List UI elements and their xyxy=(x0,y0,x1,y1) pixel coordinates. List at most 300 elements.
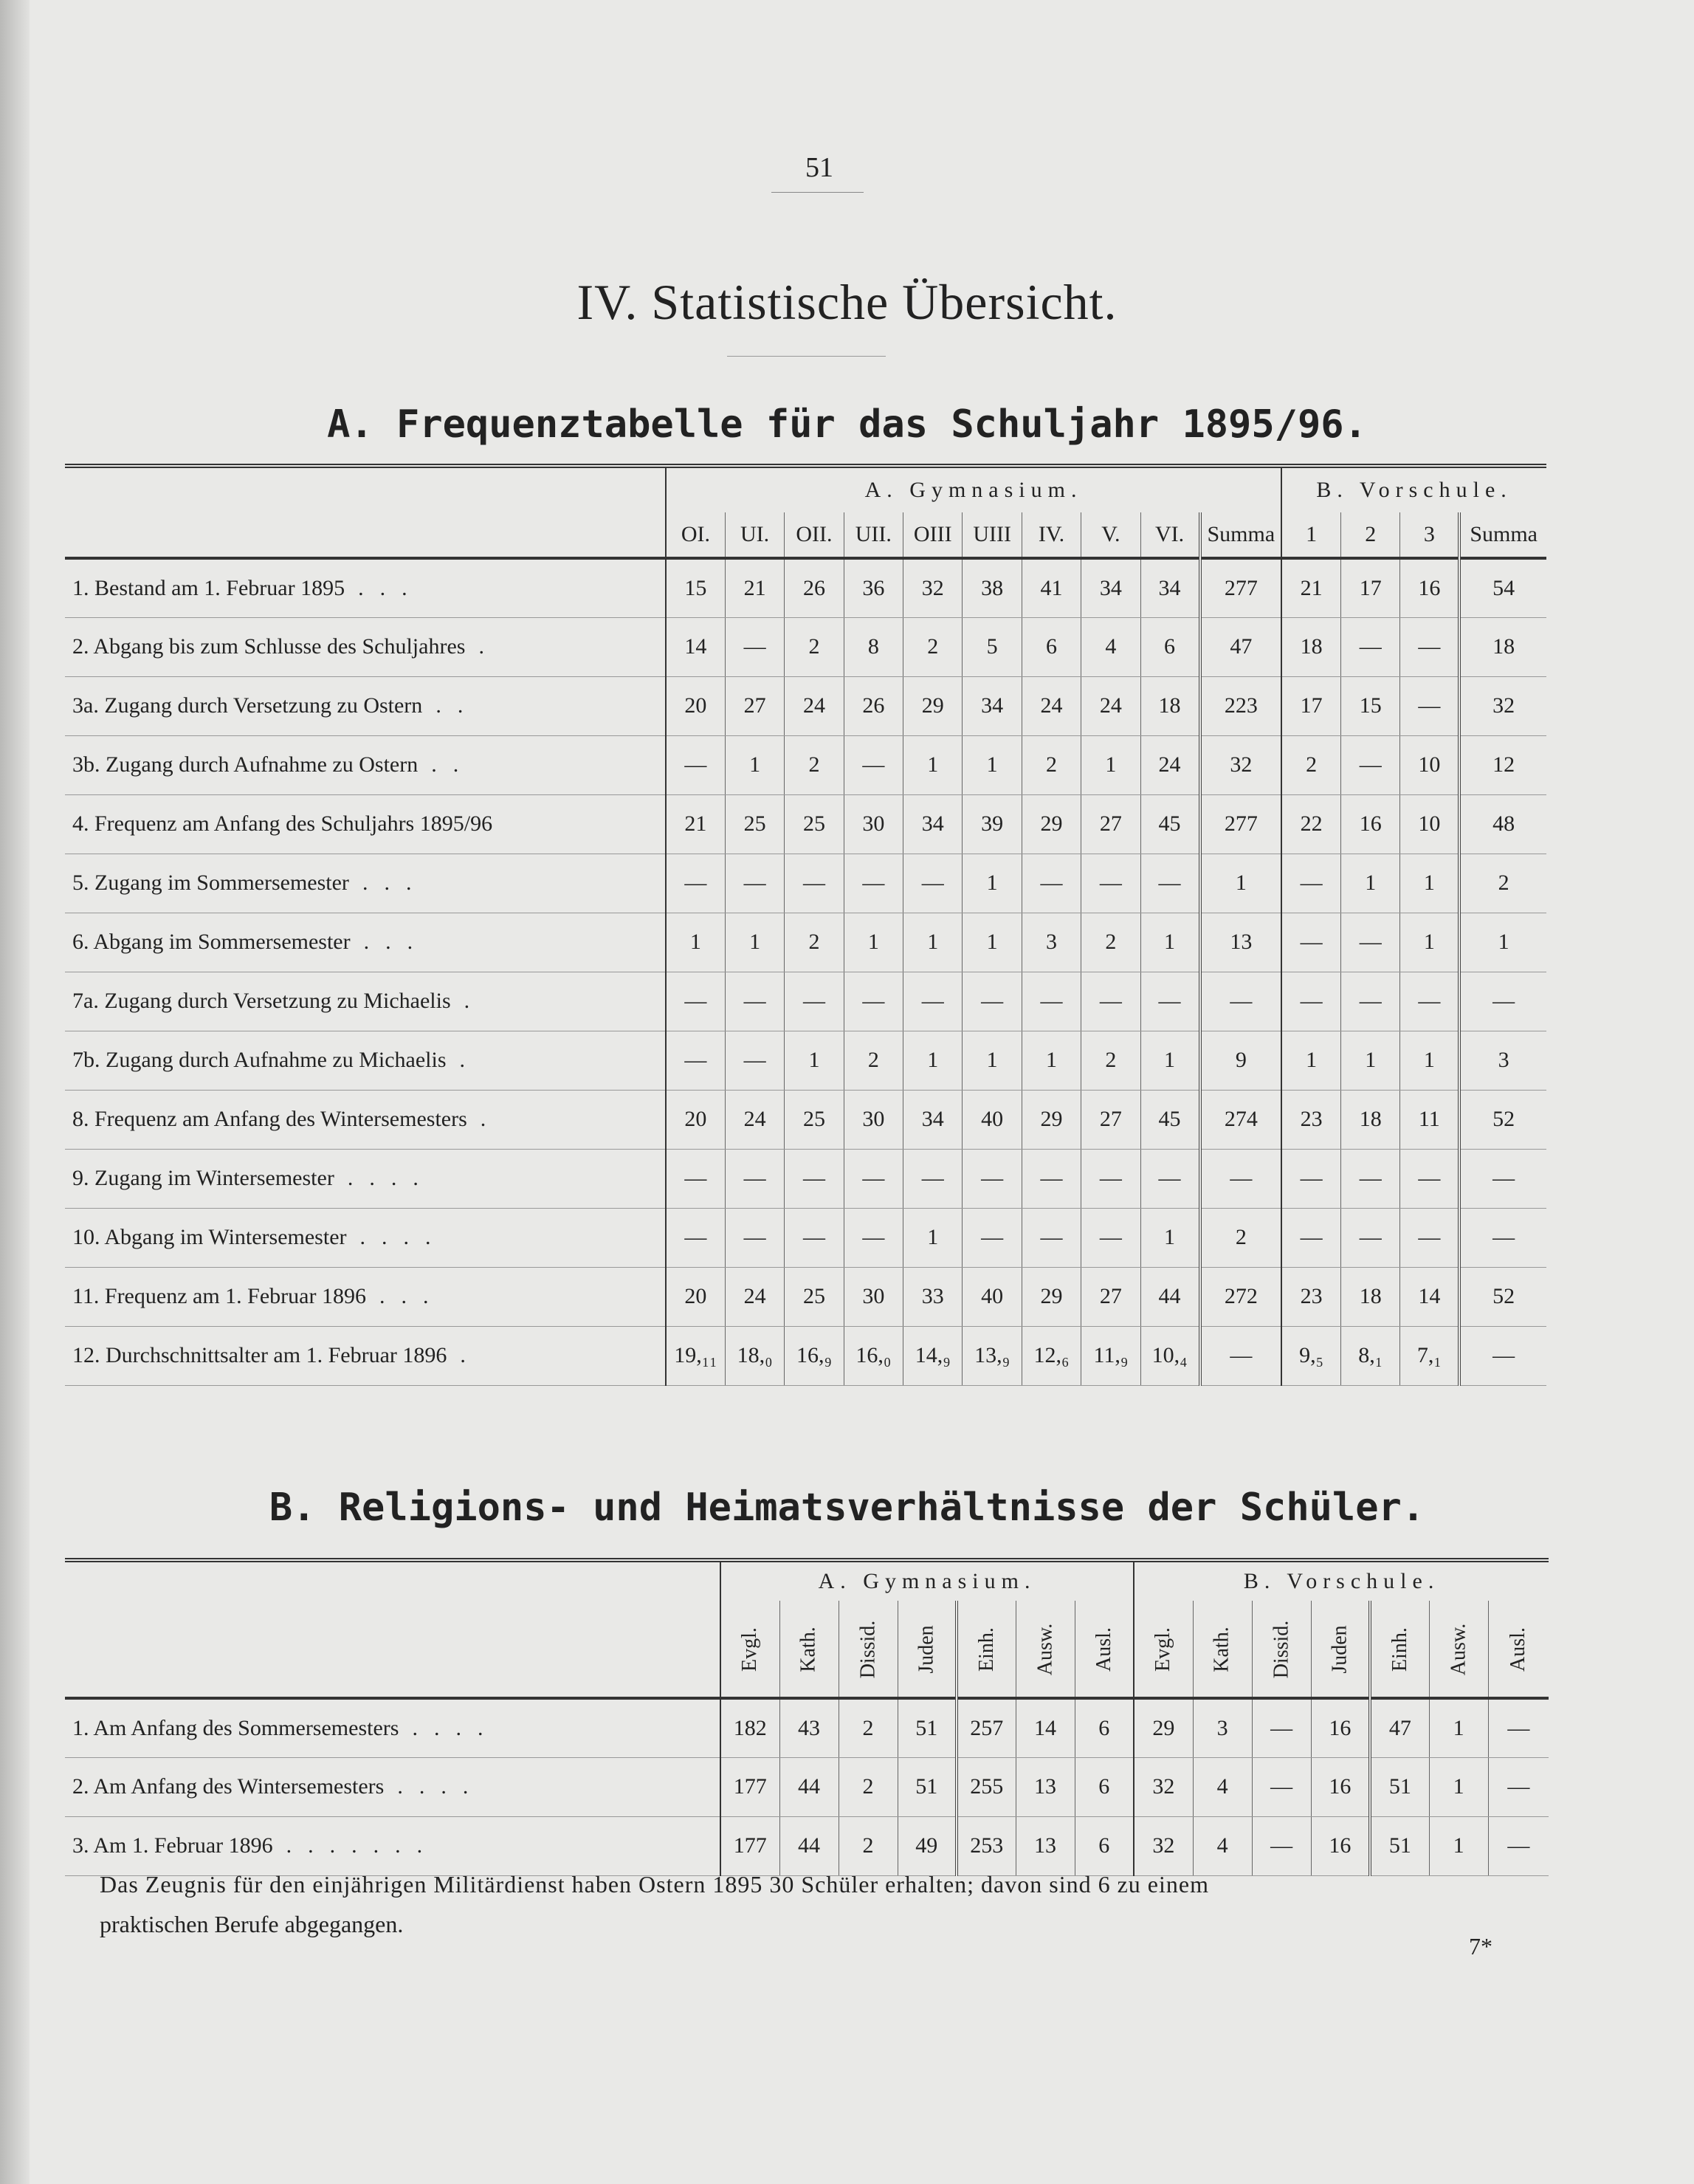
table-cell: 1 xyxy=(1400,1031,1459,1090)
table-cell: 51 xyxy=(898,1698,957,1757)
col-header: Einh. xyxy=(957,1601,1016,1698)
col-header: Einh. xyxy=(1370,1601,1429,1698)
col-header: OIII xyxy=(903,512,963,558)
table-cell: 34 xyxy=(903,1090,963,1149)
table-cell: 1 xyxy=(725,735,784,794)
col-header: Evgl. xyxy=(1134,1601,1193,1698)
table-cell: — xyxy=(844,1149,903,1208)
table-cell: 34 xyxy=(963,676,1022,735)
table-cell: — xyxy=(903,1149,963,1208)
table-cell: — xyxy=(1281,854,1340,913)
col-header: UI. xyxy=(725,512,784,558)
table-cell: — xyxy=(666,854,725,913)
group-gymnasium: A. Gymnasium. xyxy=(666,466,1281,512)
table-cell: 29 xyxy=(1022,1267,1081,1326)
table-cell: — xyxy=(1459,1326,1546,1385)
table-cell: — xyxy=(1400,1208,1459,1267)
table-cell: 29 xyxy=(1022,1090,1081,1149)
table-cell: 1 xyxy=(1140,913,1199,972)
table-cell: 9,₅ xyxy=(1281,1326,1340,1385)
table-cell: — xyxy=(1281,913,1340,972)
table-cell: 1 xyxy=(1022,1031,1081,1090)
table-cell: 52 xyxy=(1459,1267,1546,1326)
table-cell: 16 xyxy=(1311,1698,1370,1757)
table-cell: 9 xyxy=(1200,1031,1282,1090)
table-cell: 1 xyxy=(844,913,903,972)
page-title: IV. Statistische Übersicht. xyxy=(576,274,1118,330)
table-cell: 38 xyxy=(963,558,1022,617)
table-cell: 1 xyxy=(903,1031,963,1090)
table-cell: 24 xyxy=(1022,676,1081,735)
row-label: 4. Frequenz am Anfang des Schuljahrs 1895/96 xyxy=(65,794,666,854)
table-cell: 18 xyxy=(1140,676,1199,735)
table-cell: 2 xyxy=(1081,913,1140,972)
table-cell: 277 xyxy=(1200,794,1282,854)
table-cell: 34 xyxy=(903,794,963,854)
table-cell: — xyxy=(666,1208,725,1267)
table-cell: 1 xyxy=(1400,854,1459,913)
table-cell: — xyxy=(725,854,784,913)
table-cell: 45 xyxy=(1140,794,1199,854)
signature-mark: 7* xyxy=(1469,1933,1492,1960)
col-header: Ausl. xyxy=(1488,1601,1549,1698)
table-row xyxy=(65,558,1546,617)
group-vorschule: B. Vorschule. xyxy=(1134,1560,1549,1601)
table-cell: — xyxy=(903,972,963,1031)
table-cell: 1 xyxy=(1429,1698,1488,1757)
table-cell: — xyxy=(844,972,903,1031)
table-cell: 6 xyxy=(1022,617,1081,676)
table-cell: — xyxy=(1022,1208,1081,1267)
table-cell: 24 xyxy=(785,676,844,735)
row-label: 1. Bestand am 1. Februar 1895 ... xyxy=(65,558,666,617)
table-cell: 44 xyxy=(779,1757,839,1816)
table-cell: 13 xyxy=(1016,1816,1075,1875)
table-row xyxy=(65,1031,1546,1090)
table-cell: — xyxy=(666,735,725,794)
table-cell: 16 xyxy=(1341,794,1400,854)
table-cell: 2 xyxy=(1022,735,1081,794)
table-cell: 4 xyxy=(1193,1757,1252,1816)
table-cell: 1 xyxy=(963,1031,1022,1090)
table-cell: 33 xyxy=(903,1267,963,1326)
table-cell: 40 xyxy=(963,1267,1022,1326)
table-cell: 29 xyxy=(1134,1698,1193,1757)
table-cell: 47 xyxy=(1370,1698,1429,1757)
table-row xyxy=(65,854,1546,913)
table-cell: 20 xyxy=(666,1090,725,1149)
table-cell: 6 xyxy=(1075,1698,1134,1757)
note-text: Das Zeugnis für den einjährigen Militärdienst haben Ostern 1895 30 Schüler erhalten; davon sind 6 zu einem xyxy=(100,1871,1209,1898)
table-cell: 3 xyxy=(1022,913,1081,972)
corner-cell xyxy=(65,466,666,512)
col-header: Evgl. xyxy=(720,1601,779,1698)
table-cell: 10,₄ xyxy=(1140,1326,1199,1385)
table-cell: 18 xyxy=(1341,1267,1400,1326)
table-cell: 30 xyxy=(844,1267,903,1326)
table-cell: 1 xyxy=(963,913,1022,972)
table-cell: 3 xyxy=(1459,1031,1546,1090)
page-number-rule xyxy=(771,192,864,193)
table-cell: 40 xyxy=(963,1090,1022,1149)
table-cell: 274 xyxy=(1200,1090,1282,1149)
table-cell: — xyxy=(1081,854,1140,913)
table-cell: 13 xyxy=(1016,1757,1075,1816)
table-cell: — xyxy=(1341,1208,1400,1267)
table-cell: 1 xyxy=(963,735,1022,794)
table-cell: — xyxy=(1281,1149,1340,1208)
table-row xyxy=(65,1698,1549,1757)
table-cell: 49 xyxy=(898,1816,957,1875)
table-cell: 182 xyxy=(720,1698,779,1757)
table-cell: 1 xyxy=(1429,1757,1488,1816)
table-cell: — xyxy=(1252,1816,1311,1875)
table-cell: 20 xyxy=(666,676,725,735)
table-cell: — xyxy=(1341,972,1400,1031)
col-header: 2 xyxy=(1341,512,1400,558)
table-cell: — xyxy=(844,854,903,913)
table-cell: 1 xyxy=(666,913,725,972)
table-cell: — xyxy=(1400,617,1459,676)
row-label: 2. Am Anfang des Wintersemesters .... xyxy=(65,1757,720,1816)
table-cell: 43 xyxy=(779,1698,839,1757)
table-cell: 14 xyxy=(1400,1267,1459,1326)
table-cell: 1 xyxy=(1429,1816,1488,1875)
table-cell: 24 xyxy=(725,1090,784,1149)
table-cell: 18 xyxy=(1281,617,1340,676)
table-cell: 1 xyxy=(903,1208,963,1267)
table-cell: 51 xyxy=(898,1757,957,1816)
table-cell: 21 xyxy=(666,794,725,854)
col-header: IV. xyxy=(1022,512,1081,558)
col-header: 1 xyxy=(1281,512,1340,558)
table-cell: 41 xyxy=(1022,558,1081,617)
table-cell: 16,₉ xyxy=(785,1326,844,1385)
table-cell: — xyxy=(844,735,903,794)
table-cell: — xyxy=(1281,1208,1340,1267)
table-cell: 4 xyxy=(1193,1816,1252,1875)
row-label: 12. Durchschnittsalter am 1. Februar 1896 . xyxy=(65,1326,666,1385)
col-header: Ausw. xyxy=(1429,1601,1488,1698)
table-cell: 2 xyxy=(785,913,844,972)
table-row xyxy=(65,1326,1546,1385)
table-cell: 23 xyxy=(1281,1090,1340,1149)
table-cell: 32 xyxy=(1459,676,1546,735)
row-label: 11. Frequenz am 1. Februar 1896 ... xyxy=(65,1267,666,1326)
table-cell: 29 xyxy=(1022,794,1081,854)
table-cell: 14 xyxy=(666,617,725,676)
table-cell: — xyxy=(1341,1149,1400,1208)
row-label: 3a. Zugang durch Versetzung zu Ostern .. xyxy=(65,676,666,735)
table-cell: — xyxy=(666,1031,725,1090)
table-cell: 16 xyxy=(1311,1757,1370,1816)
table-cell: 44 xyxy=(1140,1267,1199,1326)
table-cell: — xyxy=(1281,972,1340,1031)
table-cell: 24 xyxy=(725,1267,784,1326)
table-row xyxy=(65,735,1546,794)
table-cell: — xyxy=(725,1208,784,1267)
table-cell: 272 xyxy=(1200,1267,1282,1326)
table-row xyxy=(65,1267,1546,1326)
table-cell: 52 xyxy=(1459,1090,1546,1149)
row-label: 6. Abgang im Sommersemester ... xyxy=(65,913,666,972)
table-cell: 177 xyxy=(720,1816,779,1875)
table-cell: 16,₀ xyxy=(844,1326,903,1385)
table-cell: 255 xyxy=(957,1757,1016,1816)
table-row xyxy=(65,972,1546,1031)
table-cell: — xyxy=(1459,1208,1546,1267)
table-cell: 13,₉ xyxy=(963,1326,1022,1385)
table-cell: 51 xyxy=(1370,1816,1429,1875)
table-cell: — xyxy=(1252,1698,1311,1757)
table-cell: 2 xyxy=(839,1757,898,1816)
table-cell: 12 xyxy=(1459,735,1546,794)
table-cell: 2 xyxy=(785,617,844,676)
table-cell: 19,₁₁ xyxy=(666,1326,725,1385)
table-cell: — xyxy=(1400,1149,1459,1208)
table-cell: 23 xyxy=(1281,1267,1340,1326)
table-cell: 2 xyxy=(903,617,963,676)
col-header: UII. xyxy=(844,512,903,558)
table-cell: 1 xyxy=(903,913,963,972)
table-cell: 257 xyxy=(957,1698,1016,1757)
table-cell: 20 xyxy=(666,1267,725,1326)
table-row xyxy=(65,1149,1546,1208)
table-cell: 32 xyxy=(1200,735,1282,794)
table-cell: — xyxy=(1341,913,1400,972)
col-header: Kath. xyxy=(779,1601,839,1698)
table-cell: 27 xyxy=(1081,794,1140,854)
table-cell: 14 xyxy=(1016,1698,1075,1757)
page-number: 51 xyxy=(805,152,833,183)
table-cell: 30 xyxy=(844,794,903,854)
table-cell: — xyxy=(725,617,784,676)
table-cell: 45 xyxy=(1140,1090,1199,1149)
table-cell: — xyxy=(1200,972,1282,1031)
table-cell: 8 xyxy=(844,617,903,676)
table-cell: — xyxy=(1488,1757,1549,1816)
table-cell: — xyxy=(725,972,784,1031)
table-cell: 1 xyxy=(963,854,1022,913)
table-row xyxy=(65,794,1546,854)
table-cell: 32 xyxy=(1134,1757,1193,1816)
table-cell: 54 xyxy=(1459,558,1546,617)
table-cell: 16 xyxy=(1311,1816,1370,1875)
table-cell: — xyxy=(1081,1208,1140,1267)
col-header: 3 xyxy=(1400,512,1459,558)
col-header: OI. xyxy=(666,512,725,558)
table-cell: — xyxy=(785,1208,844,1267)
table-row xyxy=(65,1208,1546,1267)
row-label: 9. Zugang im Wintersemester .... xyxy=(65,1149,666,1208)
table-cell: — xyxy=(1200,1149,1282,1208)
table-cell: 2 xyxy=(1281,735,1340,794)
table-cell: 1 xyxy=(1140,1031,1199,1090)
table-cell: — xyxy=(1252,1757,1311,1816)
table-cell: — xyxy=(903,854,963,913)
table-cell: 7,₁ xyxy=(1400,1326,1459,1385)
table-cell: 44 xyxy=(779,1816,839,1875)
table-cell: 24 xyxy=(1081,676,1140,735)
table-cell: 6 xyxy=(1075,1757,1134,1816)
table-cell: 177 xyxy=(720,1757,779,1816)
table-cell: 10 xyxy=(1400,735,1459,794)
table-cell: — xyxy=(1140,1149,1199,1208)
table-cell: 15 xyxy=(666,558,725,617)
table-cell: 1 xyxy=(1459,913,1546,972)
table-cell: — xyxy=(785,1149,844,1208)
table-cell: 14,₉ xyxy=(903,1326,963,1385)
table-row xyxy=(65,913,1546,972)
col-header: Kath. xyxy=(1193,1601,1252,1698)
table-cell: — xyxy=(1341,617,1400,676)
table-cell: 30 xyxy=(844,1090,903,1149)
section-b-heading: B. Religions- und Heimatsverhältnisse der Schüler. xyxy=(269,1486,1425,1530)
table-cell: 1 xyxy=(1341,854,1400,913)
table-cell: — xyxy=(1341,735,1400,794)
row-label: 3. Am 1. Februar 1896 ....... xyxy=(65,1816,720,1875)
table-cell: 25 xyxy=(785,1090,844,1149)
table-cell: 48 xyxy=(1459,794,1546,854)
table-cell: 2 xyxy=(844,1031,903,1090)
table-cell: 11,₉ xyxy=(1081,1326,1140,1385)
table-cell: — xyxy=(1459,972,1546,1031)
table-cell: 1 xyxy=(1140,1208,1199,1267)
table-cell: 1 xyxy=(1400,913,1459,972)
table-cell: 12,₆ xyxy=(1022,1326,1081,1385)
group-gymnasium: A. Gymnasium. xyxy=(720,1560,1134,1601)
table-cell: — xyxy=(725,1031,784,1090)
table-cell: 24 xyxy=(1140,735,1199,794)
table-cell: 27 xyxy=(1081,1090,1140,1149)
table-cell: 4 xyxy=(1081,617,1140,676)
col-header: UIII xyxy=(963,512,1022,558)
table-cell: 1 xyxy=(1081,735,1140,794)
table-cell: 26 xyxy=(844,676,903,735)
col-header: Juden xyxy=(898,1601,957,1698)
table-cell: — xyxy=(1140,972,1199,1031)
col-header: VI. xyxy=(1140,512,1199,558)
table-cell: 25 xyxy=(785,794,844,854)
table-cell: 25 xyxy=(785,1267,844,1326)
table-cell: 29 xyxy=(903,676,963,735)
label-header xyxy=(65,1601,720,1698)
table-cell: 18,₀ xyxy=(725,1326,784,1385)
title-rule xyxy=(727,356,886,357)
label-header xyxy=(65,512,666,558)
table-cell: 27 xyxy=(725,676,784,735)
table-cell: — xyxy=(1081,972,1140,1031)
col-header: Ausw. xyxy=(1016,1601,1075,1698)
note-text-continued: praktischen Berufe abgegangen. xyxy=(100,1911,404,1937)
col-header: Dissid. xyxy=(839,1601,898,1698)
table-row xyxy=(65,676,1546,735)
table-cell: 51 xyxy=(1370,1757,1429,1816)
table-cell: — xyxy=(785,854,844,913)
table-cell: 11 xyxy=(1400,1090,1459,1149)
table-cell: 2 xyxy=(839,1816,898,1875)
table-cell: 1 xyxy=(785,1031,844,1090)
table-row xyxy=(65,1090,1546,1149)
table-cell: — xyxy=(1400,676,1459,735)
col-header: Ausl. xyxy=(1075,1601,1134,1698)
table-cell: — xyxy=(785,972,844,1031)
table-cell: 18 xyxy=(1459,617,1546,676)
table-cell: — xyxy=(725,1149,784,1208)
table-cell: 36 xyxy=(844,558,903,617)
col-header: OII. xyxy=(785,512,844,558)
col-header: V. xyxy=(1081,512,1140,558)
table-cell: 27 xyxy=(1081,1267,1140,1326)
table-cell: — xyxy=(666,972,725,1031)
table-cell: — xyxy=(963,1149,1022,1208)
table-row xyxy=(65,1757,1549,1816)
table-cell: 3 xyxy=(1193,1698,1252,1757)
table-cell: 17 xyxy=(1341,558,1400,617)
table-cell: 26 xyxy=(785,558,844,617)
row-label: 10. Abgang im Wintersemester .... xyxy=(65,1208,666,1267)
table-cell: 2 xyxy=(1081,1031,1140,1090)
table-cell: 32 xyxy=(903,558,963,617)
table-cell: 10 xyxy=(1400,794,1459,854)
row-label: 8. Frequenz am Anfang des Wintersemesters . xyxy=(65,1090,666,1149)
table-cell: — xyxy=(1022,972,1081,1031)
row-label: 2. Abgang bis zum Schlusse des Schuljahres . xyxy=(65,617,666,676)
table-cell: — xyxy=(963,1208,1022,1267)
table-cell: — xyxy=(1488,1698,1549,1757)
table-cell: 1 xyxy=(1281,1031,1340,1090)
table-cell: 21 xyxy=(1281,558,1340,617)
table-cell: 32 xyxy=(1134,1816,1193,1875)
section-a-heading: A. Frequenztabelle für das Schuljahr 1895/96. xyxy=(327,402,1367,447)
table-cell: — xyxy=(1200,1326,1282,1385)
table-cell: 2 xyxy=(1200,1208,1282,1267)
table-cell: — xyxy=(1400,972,1459,1031)
table-cell: 2 xyxy=(839,1698,898,1757)
table-cell: 5 xyxy=(963,617,1022,676)
table-cell: 25 xyxy=(725,794,784,854)
table-cell: 1 xyxy=(903,735,963,794)
table-row xyxy=(65,617,1546,676)
row-label: 3b. Zugang durch Aufnahme zu Ostern .. xyxy=(65,735,666,794)
table-cell: 22 xyxy=(1281,794,1340,854)
table-cell: — xyxy=(666,1149,725,1208)
table-cell: 18 xyxy=(1341,1090,1400,1149)
religion-table xyxy=(65,1558,1549,1876)
table-cell: 15 xyxy=(1341,676,1400,735)
table-cell: 277 xyxy=(1200,558,1282,617)
table-cell: 6 xyxy=(1075,1816,1134,1875)
group-vorschule: B. Vorschule. xyxy=(1281,466,1546,512)
row-label: 1. Am Anfang des Sommersemesters .... xyxy=(65,1698,720,1757)
table-cell: — xyxy=(1140,854,1199,913)
row-label: 7b. Zugang durch Aufnahme zu Michaelis . xyxy=(65,1031,666,1090)
row-label: 7a. Zugang durch Versetzung zu Michaelis . xyxy=(65,972,666,1031)
col-header: Dissid. xyxy=(1252,1601,1311,1698)
table-cell: — xyxy=(1081,1149,1140,1208)
table-cell: — xyxy=(1022,854,1081,913)
table-cell: — xyxy=(1459,1149,1546,1208)
table-cell: 1 xyxy=(725,913,784,972)
table-cell: 17 xyxy=(1281,676,1340,735)
table-cell: 6 xyxy=(1140,617,1199,676)
table-cell: 16 xyxy=(1400,558,1459,617)
frequency-table xyxy=(65,464,1546,1386)
table-cell: — xyxy=(963,972,1022,1031)
table-cell: 2 xyxy=(785,735,844,794)
col-header: Summa xyxy=(1459,512,1546,558)
table-cell: 2 xyxy=(1459,854,1546,913)
